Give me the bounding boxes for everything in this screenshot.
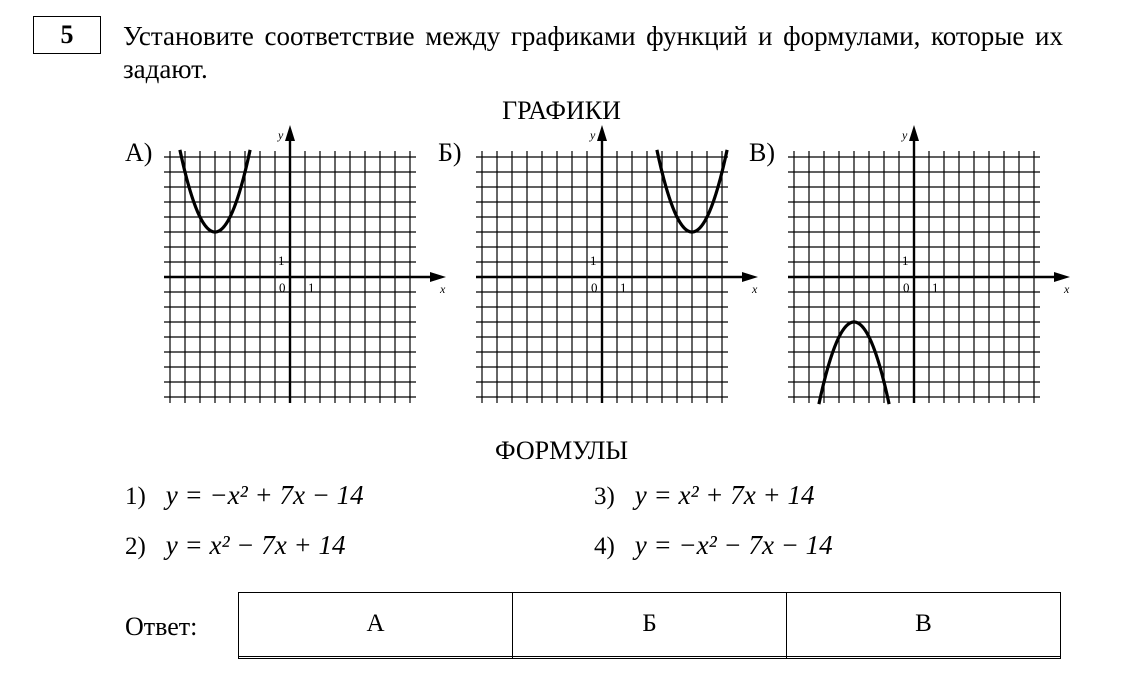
x-axis-label: x (1064, 282, 1070, 296)
formula-1 (125, 480, 364, 511)
y-tick-label: 1 (590, 253, 597, 268)
formula-3-expr: y = x² + 7x + 14 (634, 480, 815, 510)
formula-1-index: 1) (125, 483, 146, 510)
graph-letter-a: А) (125, 138, 153, 167)
formula-4-expr: y = −x² − 7x − 14 (634, 530, 833, 560)
x-axis-label: x (752, 282, 758, 296)
formula-2-expr: y = x² − 7x + 14 (165, 530, 346, 560)
graph-a (160, 130, 450, 415)
y-axis-arrow (909, 125, 919, 141)
x-tick-label: 1 (308, 280, 315, 295)
answer-input-v[interactable] (787, 656, 1061, 658)
graph-letter-v: В) (749, 138, 775, 167)
task-number: 5 (33, 16, 101, 54)
graph-v (784, 130, 1074, 415)
x-tick-label: 1 (620, 280, 627, 295)
x-axis-label: x (440, 282, 446, 296)
origin-label: 0 (903, 280, 910, 295)
answer-label: Ответ: (125, 612, 198, 641)
y-tick-label: 1 (278, 253, 285, 268)
formula-4-index: 4) (594, 533, 615, 560)
formula-3 (594, 480, 814, 511)
formula-4 (594, 530, 833, 561)
graphs-heading: ГРАФИКИ (502, 96, 621, 125)
answer-table (238, 592, 1061, 659)
graph-letter-b: Б) (438, 138, 462, 167)
x-axis-arrow (742, 272, 758, 282)
origin-label: 0 (279, 280, 286, 295)
answer-col-a: А (239, 593, 513, 657)
graph-b (472, 130, 762, 415)
task-text: Установите соответствие между графиками функций и формулами, которые их задают. (123, 21, 1063, 84)
origin-label: 0 (591, 280, 598, 295)
x-tick-label: 1 (932, 280, 939, 295)
answer-input-a[interactable] (239, 656, 513, 658)
formula-3-index: 3) (594, 483, 615, 510)
y-axis-arrow (285, 125, 295, 141)
formulas-heading: ФОРМУЛЫ (495, 436, 628, 465)
answer-col-v: В (787, 593, 1061, 657)
y-axis-arrow (597, 125, 607, 141)
formula-2 (125, 530, 345, 561)
y-axis-label: y (902, 128, 908, 142)
formula-2-index: 2) (125, 533, 146, 560)
formula-1-expr: y = −x² + 7x − 14 (165, 480, 364, 510)
x-axis-arrow (1054, 272, 1070, 282)
x-axis-arrow (430, 272, 446, 282)
y-axis-label: y (278, 128, 284, 142)
answer-col-b: Б (513, 593, 787, 657)
y-axis-label: y (590, 128, 596, 142)
y-tick-label: 1 (902, 253, 909, 268)
answer-input-b[interactable] (513, 656, 787, 658)
